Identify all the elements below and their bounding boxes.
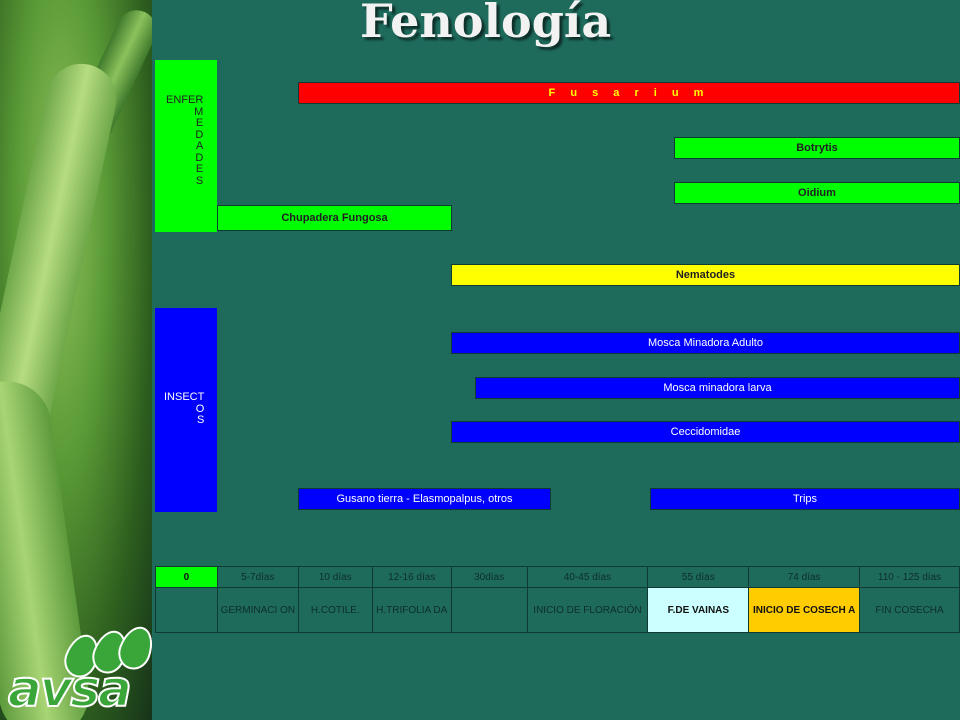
phenology-timeline-table: [155, 566, 960, 633]
day-cell: 74 días: [749, 567, 860, 588]
bar-gusano-tierra: Gusano tierra - Elasmopalpus, otros: [298, 488, 551, 510]
bar-oidium: Oidium: [674, 182, 960, 204]
day-cell: 55 días: [648, 567, 749, 588]
bar-nematodes: Nematodes: [451, 264, 960, 286]
bar-mosca-minadora-larva: Mosca minadora larva: [475, 377, 960, 399]
day-cell: 10 días: [298, 567, 372, 588]
timeline-stages-row: [156, 588, 960, 633]
group-enfermedades-label: ENFER M E D A D E S: [166, 94, 204, 187]
group-insectos-label: INSECT O S: [164, 391, 205, 426]
bar-trips: Trips: [650, 488, 960, 510]
avsa-logo: [8, 630, 148, 718]
page-title: Fenología: [360, 0, 612, 48]
stage-cell: GERMINACI ON: [217, 588, 298, 633]
logo-text: avsa: [8, 660, 130, 718]
bar-botrytis: Botrytis: [674, 137, 960, 159]
stage-cell: [156, 588, 218, 633]
stage-cell: H.TRIFOLIA DA: [372, 588, 451, 633]
group-insectos: [155, 308, 217, 512]
day-cell: 5-7días: [217, 567, 298, 588]
bar-mosca-minadora-adulto: Mosca Minadora Adulto: [451, 332, 960, 354]
timeline-days-row: [156, 567, 960, 588]
stage-cell: F.DE VAINAS: [648, 588, 749, 633]
bar-chupadera-fungosa: Chupadera Fungosa: [217, 205, 452, 231]
stage-cell: [451, 588, 527, 633]
bar-fusarium: F u s a r i u m: [298, 82, 960, 104]
day-cell: 110 - 125 días: [860, 567, 960, 588]
day-cell: 40-45 días: [527, 567, 648, 588]
stage-cell: INICIO DE COSECH A: [749, 588, 860, 633]
bar-ceccidomidae: Ceccidomidae: [451, 421, 960, 443]
day-cell: 12-16 días: [372, 567, 451, 588]
day-cell: 30días: [451, 567, 527, 588]
stage-cell: INICIO DE FLORACIÓN: [527, 588, 648, 633]
group-enfermedades: [155, 60, 217, 232]
pea-pod-photo: [0, 0, 152, 720]
stage-cell: FIN COSECHA: [860, 588, 960, 633]
day-cell: 0: [156, 567, 218, 588]
stage-cell: H.COTILE.: [298, 588, 372, 633]
